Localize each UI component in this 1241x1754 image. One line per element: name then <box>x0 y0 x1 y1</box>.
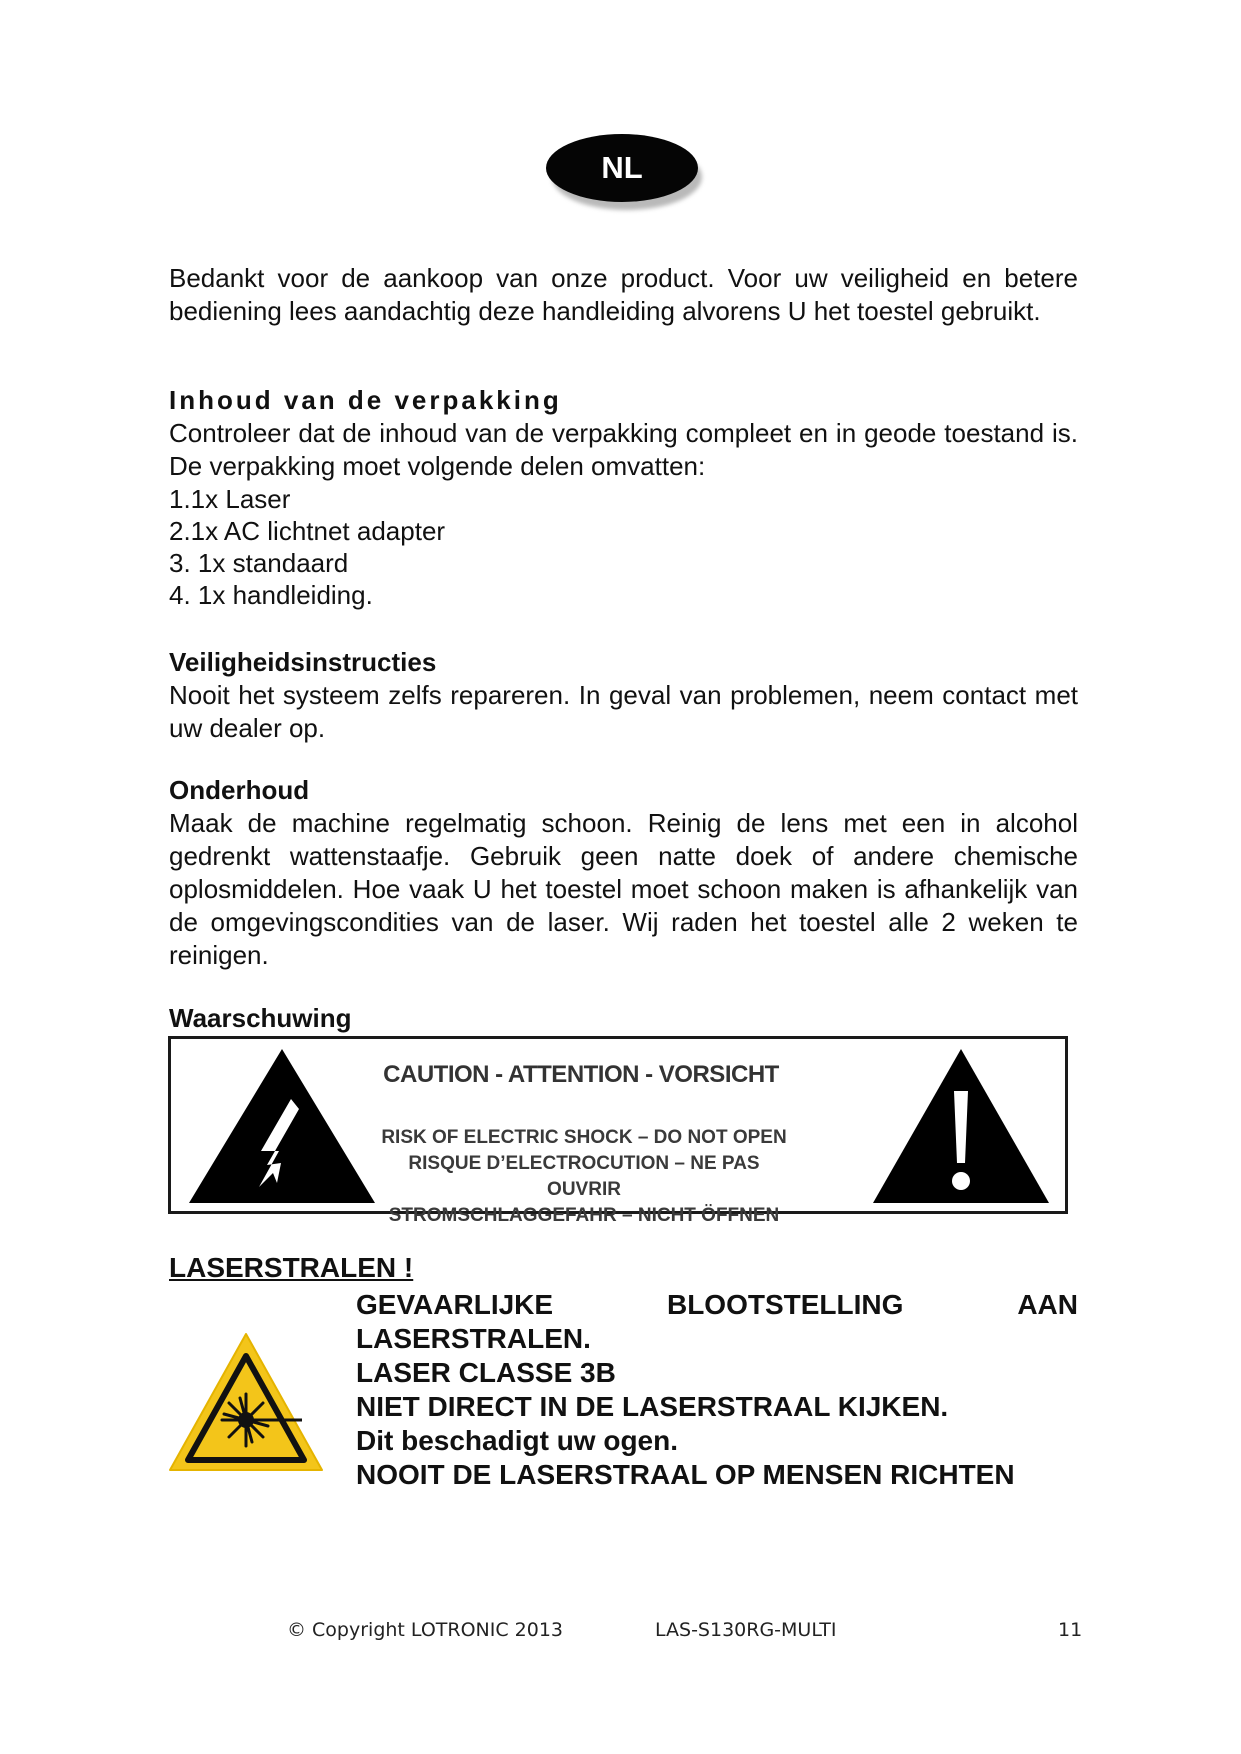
caution-line: STROMSCHLAGGEFAHR – NICHT ÖFFNEN <box>388 1205 780 1226</box>
caution-label <box>168 1036 1068 1226</box>
caution-lines <box>369 1125 799 1229</box>
packaging-heading: Inhoud van de verpakking <box>169 385 562 415</box>
packaging-text: Controleer dat de inhoud van de verpakking compleet en in geode toestand is. De verpakking moet volgende delen omvatten: <box>169 418 1078 481</box>
laser-word: AAN <box>1017 1289 1078 1320</box>
laser-warning-text <box>356 1288 1078 1492</box>
warning-section <box>169 1002 1078 1035</box>
warning-heading: Waarschuwing <box>169 1003 352 1033</box>
footer-page-number: 11 <box>1058 1619 1083 1641</box>
safety-heading: Veiligheidsinstructies <box>169 647 437 677</box>
safety-section <box>169 646 1078 745</box>
caution-line: RISQUE D’ELECTROCUTION – NE PAS OUVRIR <box>408 1153 760 1200</box>
laser-line: NIET DIRECT IN DE LASERSTRAAL KIJKEN. <box>356 1391 949 1422</box>
laser-line: NOOIT DE LASERSTRAAL OP MENSEN RICHTEN <box>356 1459 1015 1490</box>
laser-heading: LASERSTRALEN ! <box>169 1252 414 1283</box>
maintenance-section <box>169 774 1078 972</box>
intro-section <box>169 262 1078 328</box>
lightning-warning-icon <box>187 1047 377 1205</box>
packaging-item: 2.1x AC lichtnet adapter <box>169 516 446 546</box>
laser-word: GEVAARLIJKE <box>356 1289 554 1320</box>
language-badge-label: NL <box>601 150 643 185</box>
laser-word: BLOOTSTELLING <box>666 1289 904 1320</box>
footer-model: LAS-S130RG-MULTI <box>655 1619 837 1641</box>
caution-title: CAUTION - ATTENTION - VORSICHT <box>383 1061 779 1088</box>
laser-line: LASER CLASSE 3B <box>356 1357 616 1388</box>
maintenance-heading: Onderhoud <box>169 775 310 805</box>
exclamation-warning-icon <box>871 1047 1051 1205</box>
packaging-item: 3. 1x standaard <box>169 548 349 578</box>
laser-line: LASERSTRALEN. <box>356 1323 591 1354</box>
safety-text: Nooit het systeem zelfs repareren. In geval van problemen, neem contact met uw dealer op. <box>169 680 1078 743</box>
packaging-item: 4. 1x handleiding. <box>169 580 373 610</box>
laser-line: Dit beschadigt uw ogen. <box>356 1425 679 1456</box>
footer-copyright: © Copyright LOTRONIC 2013 <box>287 1619 564 1641</box>
maintenance-text: Maak de machine regelmatig schoon. Reinig de lens met een in alcohol gedrenkt wattenstaafje. Gebruik geen natte doek of andere chemische oplosmiddelen. Hoe vaak U het toestel moet schoon maken is afhankelijk van de omgevingscondities van de laser. Wij raden het toestel alle 2 weken te reinigen. <box>169 808 1078 970</box>
language-badge <box>546 134 702 210</box>
caution-line: RISK OF ELECTRIC SHOCK – DO NOT OPEN <box>381 1127 787 1148</box>
packaging-section <box>169 384 1078 611</box>
laser-warning-icon <box>166 1330 326 1476</box>
language-badge-oval <box>546 134 698 202</box>
packaging-item: 1.1x Laser <box>169 484 291 514</box>
intro-text: Bedankt voor de aankoop van onze product. Voor uw veiligheid en betere bediening lees aandachtig deze handleiding alvorens U het toestel gebruikt. <box>169 263 1078 326</box>
laser-line-1 <box>356 1288 1078 1322</box>
